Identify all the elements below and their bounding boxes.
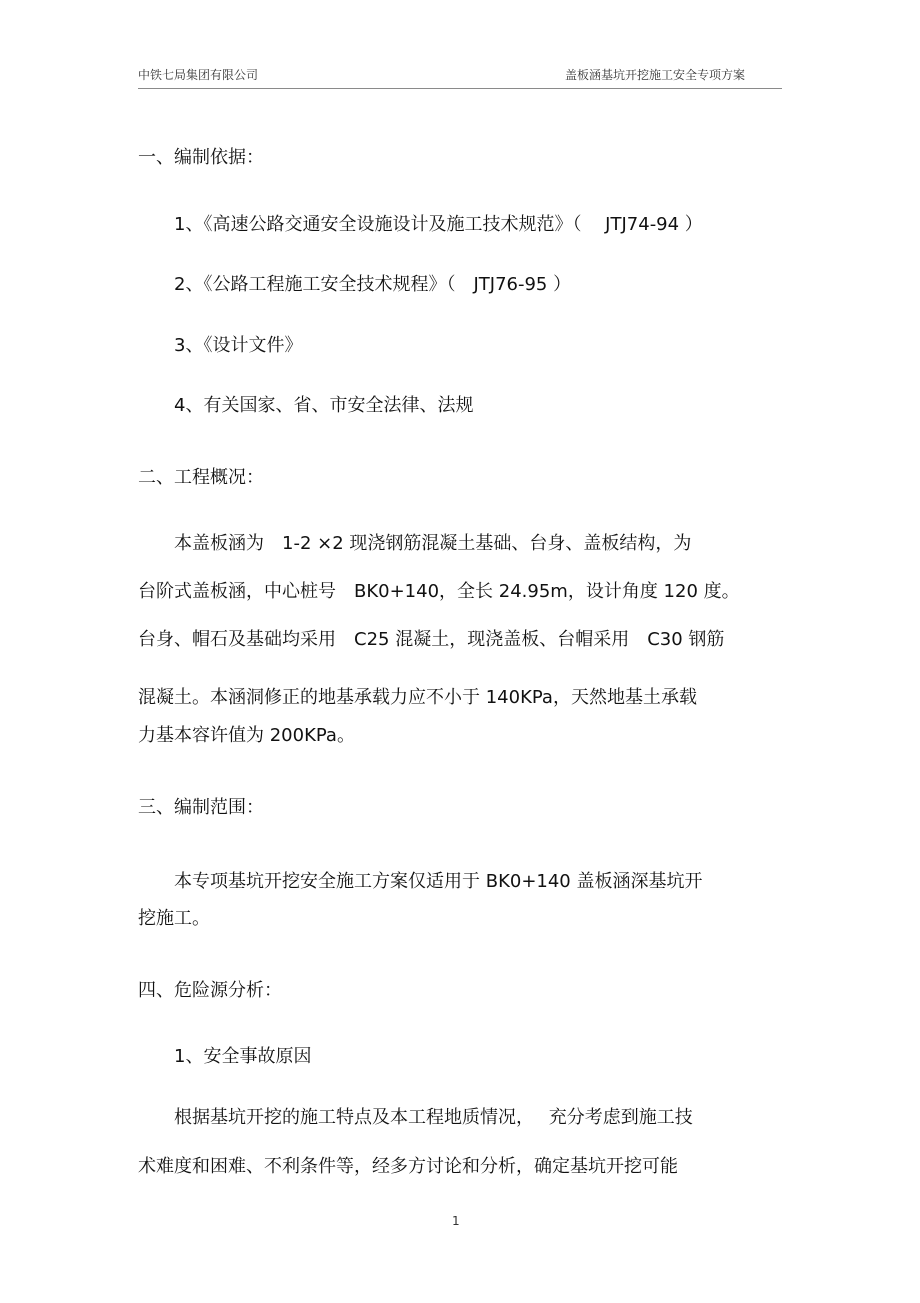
section-heading-overview: 二、工程概况： xyxy=(138,467,264,488)
basis-item-2: 2、《公路工程施工安全技术规程》（ JTJ76-95 ） xyxy=(174,274,572,295)
overview-line-4: 混凝土。本涵洞修正的地基承载力应不小于 140KPa，天然地基土承载 xyxy=(138,687,697,708)
overview-line-2: 台阶式盖板涵，中心桩号 BK0+140，全长 24.95m，设计角度 120 度。 xyxy=(138,581,740,602)
header-company: 中铁七局集团有限公司 xyxy=(138,68,259,82)
overview-line-3: 台身、帽石及基础均采用 C25 混凝土，现浇盖板、台帽采用 C30 钢筋 xyxy=(138,629,725,650)
basis-item-3: 3、《设计文件》 xyxy=(174,335,303,356)
scope-line-2: 挖施工。 xyxy=(138,908,210,929)
hazard-line-1: 根据基坑开挖的施工特点及本工程地质情况， 充分考虑到施工技 xyxy=(174,1107,693,1128)
section-heading-hazard: 四、危险源分析： xyxy=(138,980,282,1001)
section-heading-scope: 三、编制范围： xyxy=(138,797,264,818)
hazard-line-2: 术难度和困难、不利条件等，经多方讨论和分析，确定基坑开挖可能 xyxy=(138,1156,678,1177)
overview-line-5: 力基本容许值为 200KPa。 xyxy=(138,725,355,746)
hazard-subheading-1: 1、安全事故原因 xyxy=(174,1046,312,1067)
scope-line-1: 本专项基坑开挖安全施工方案仅适用于 BK0+140 盖板涵深基坑开 xyxy=(174,871,703,892)
header-rule xyxy=(138,88,782,89)
header-document-title: 盖板涵基坑开挖施工安全专项方案 xyxy=(565,68,746,82)
basis-item-4: 4、有关国家、省、市安全法律、法规 xyxy=(174,395,474,416)
overview-line-1: 本盖板涵为 1-2 ×2 现浇钢筋混凝土基础、台身、盖板结构，为 xyxy=(174,533,692,554)
page-number: 1 xyxy=(452,1214,460,1228)
basis-item-1: 1、《高速公路交通安全设施设计及施工技术规范》（ JTJ74-94 ） xyxy=(174,214,703,235)
section-heading-basis: 一、编制依据： xyxy=(138,147,264,168)
